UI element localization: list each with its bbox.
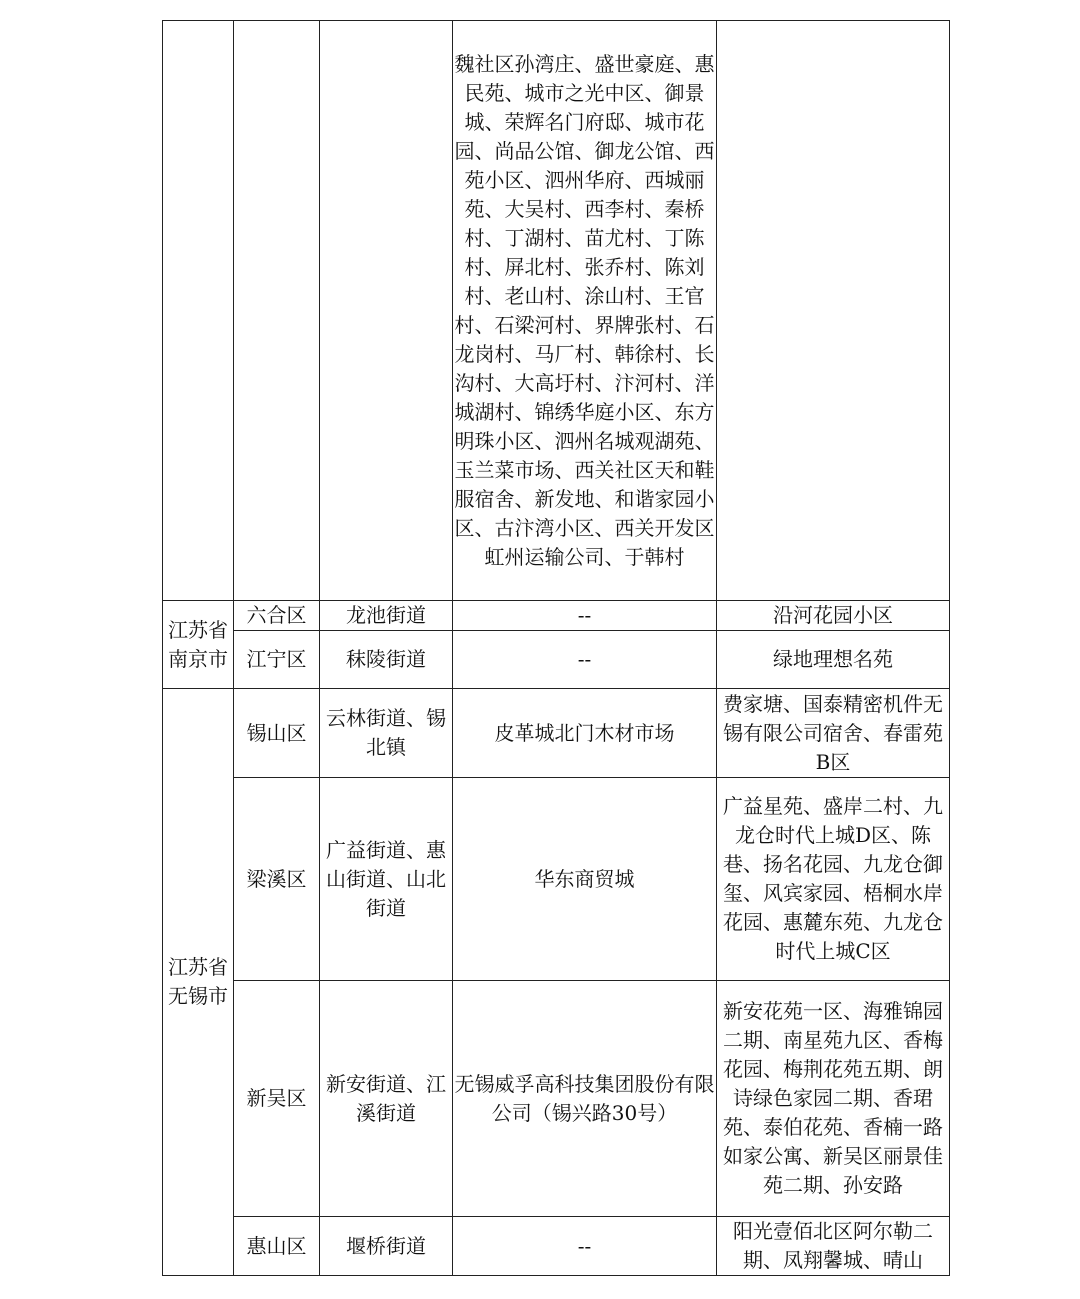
district-cell	[234, 21, 320, 601]
district-cell: 江宁区	[234, 631, 320, 689]
street-cell: 堰桥街道	[320, 1217, 453, 1276]
district-cell: 惠山区	[234, 1217, 320, 1276]
street-cell: 云林街道、锡北镇	[320, 689, 453, 778]
high-risk-cell: 皮革城北门木材市场	[453, 689, 717, 778]
street-cell	[320, 21, 453, 601]
table-row	[163, 778, 950, 981]
city-cell	[163, 21, 234, 601]
mid-risk-cell: 绿地理想名苑	[717, 631, 950, 689]
city-cell: 江苏省无锡市	[163, 689, 234, 1276]
district-cell: 梁溪区	[234, 778, 320, 981]
high-risk-cell: --	[453, 1217, 717, 1276]
mid-risk-cell	[717, 21, 950, 601]
high-risk-cell: --	[453, 601, 717, 631]
mid-risk-cell: 沿河花园小区	[717, 601, 950, 631]
street-cell: 广益街道、惠山街道、山北街道	[320, 778, 453, 981]
table-row	[163, 981, 950, 1217]
table-row	[163, 601, 950, 631]
table-row	[163, 631, 950, 689]
city-cell: 江苏省南京市	[163, 601, 234, 689]
high-risk-cell: 无锡威孚高科技集团股份有限公司（锡兴路30号）	[453, 981, 717, 1217]
table-row	[163, 21, 950, 601]
district-cell: 锡山区	[234, 689, 320, 778]
street-cell: 秣陵街道	[320, 631, 453, 689]
street-cell: 新安街道、江溪街道	[320, 981, 453, 1217]
mid-risk-cell: 新安花苑一区、海雅锦园二期、南星苑九区、香梅花园、梅荆花苑五期、朗诗绿色家园二期、香珺苑、泰伯花苑、香楠一路如家公寓、新吴区丽景佳苑二期、孙安路	[717, 981, 950, 1217]
district-cell: 新吴区	[234, 981, 320, 1217]
table-row	[163, 1217, 950, 1276]
mid-risk-cell: 费家塘、国泰精密机件无锡有限公司宿舍、春雷苑B区	[717, 689, 950, 778]
street-cell: 龙池街道	[320, 601, 453, 631]
high-risk-cell: 华东商贸城	[453, 778, 717, 981]
mid-risk-cell: 阳光壹佰北区阿尔勒二期、凤翔馨城、晴山	[717, 1217, 950, 1276]
high-risk-cell: --	[453, 631, 717, 689]
district-cell: 六合区	[234, 601, 320, 631]
table-row	[163, 689, 950, 778]
mid-risk-cell: 广益星苑、盛岸二村、九龙仓时代上城D区、陈巷、扬名花园、九龙仓御玺、风宾家园、梧桐水岸花园、惠麓东苑、九龙仓时代上城C区	[717, 778, 950, 981]
high-risk-cell: 魏社区孙湾庄、盛世豪庭、惠民苑、城市之光中区、御景城、荣辉名门府邸、城市花园、尚品公馆、御龙公馆、西苑小区、泗州华府、西城丽苑、大吴村、西李村、秦桥村、丁湖村、苗尤村、丁陈村、屏北村、张乔村、陈刘村、老山村、涂山村、王官村、石梁河村、界牌张村、石龙岗村、马厂村、韩徐村、长沟村、大高圩村、汴河村、洋城湖村、锦绣华庭小区、东方明珠小区、泗州名城观湖苑、玉兰菜市场、西关社区天和鞋服宿舍、新发地、和谐家园小区、古汴湾小区、西关开发区虹州运输公司、于韩村	[453, 21, 717, 601]
risk-area-table	[162, 20, 950, 1276]
